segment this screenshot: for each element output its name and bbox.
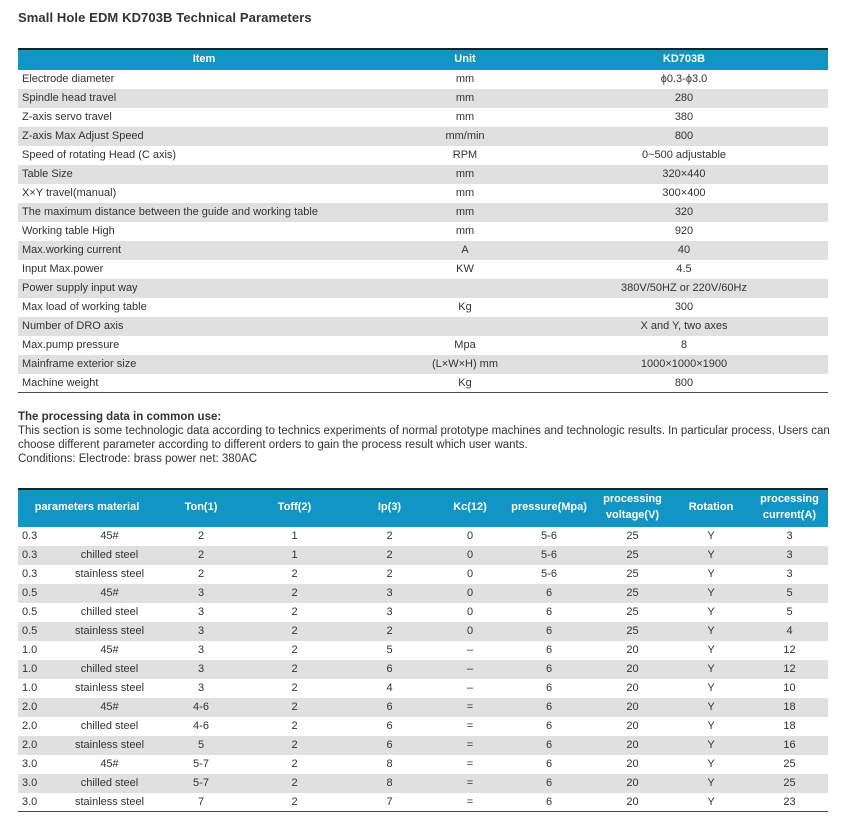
table-cell: Y [671,736,751,755]
table-cell: = [436,736,504,755]
table-cell: Spindle head travel [18,89,390,108]
table-cell: 45# [100,644,119,656]
table-cell: mm [455,111,475,124]
table-cell: 8 [386,758,393,770]
table-cell: 6 [504,622,594,641]
table-cell: 23 [751,793,828,812]
table-cell: 3 [386,606,393,618]
table-cell: mm [455,187,475,200]
table-cell: 6 [343,660,436,679]
table-cell: Max load of working table [22,301,147,314]
table-row [18,298,828,317]
table-cell: 18 [751,698,828,717]
table-cell: – [466,644,474,656]
table-cell: 2 [156,546,246,565]
table-cell: 3 [786,530,793,542]
table-row [18,698,828,717]
table-cell: stainless steel [63,622,156,641]
table-cell: 3 [197,682,205,694]
table-cell: RPM [452,149,478,162]
table-cell: Y [671,793,751,812]
table-cell: 20 [626,720,639,732]
table-cell: 5-6 [541,568,557,580]
table-cell: Machine weight [18,374,390,393]
table-cell: 25 [783,758,796,770]
table-cell: 3 [197,644,205,656]
process-table-body [18,527,828,812]
table-cell: 2 [386,530,393,542]
table-cell: Table Size [18,165,390,184]
table-row [18,184,828,203]
table-cell: 5 [386,644,393,656]
table-row [18,203,828,222]
table-cell: 0 [466,530,474,542]
table-cell: 2 [246,584,343,603]
table-cell: 2 [291,682,298,694]
table-cell: 380 [674,111,694,124]
table-cell: 5 [751,584,828,603]
table-cell: 2 [291,644,298,656]
table-cell: 920 [674,225,694,238]
table-row [18,736,828,755]
table-cell: 1.0 [22,644,38,656]
table-cell: – [436,660,504,679]
process-table [18,488,828,813]
table-cell: Kg [390,374,540,393]
table-cell: mm [455,73,475,86]
table-cell: 25 [594,584,671,603]
table-row [18,241,828,260]
table-cell: 25 [626,606,639,618]
table-cell: 4-6 [156,698,246,717]
table-cell: 2 [291,758,298,770]
table-cell: = [436,793,504,812]
table-cell: Y [707,530,715,542]
process-table-header [18,489,828,527]
table-cell: 6 [504,584,594,603]
table-cell: 8 [343,774,436,793]
table-cell: ϕ0.3-ϕ3.0 [660,73,708,86]
table-cell: 6 [545,758,553,770]
table-cell: = [436,698,504,717]
header-row [18,489,828,527]
table-cell: stainless steel [74,682,145,694]
table-cell: Working table High [22,225,115,238]
table-cell: mm [455,225,475,238]
table-cell: 10 [783,682,796,694]
table-cell: 16 [751,736,828,755]
table-row [18,660,828,679]
table-cell: 6 [545,644,553,656]
table-cell: 3.0 [22,758,38,770]
table-row [18,374,828,393]
table-cell: 320 [540,203,828,222]
table-cell: 3 [786,568,793,580]
table-cell: Y [707,682,715,694]
table-cell: 3 [343,584,436,603]
table-row [18,317,828,336]
table-cell: Y [671,698,751,717]
table-cell: Y [671,774,751,793]
table-cell: Power supply input way [18,279,390,298]
table-cell: 5 [786,606,793,618]
table-cell: Y [707,644,715,656]
table-cell: Y [671,584,751,603]
header-cell-toff: Toff(2) [246,489,343,527]
table-row [18,260,828,279]
table-cell: 12 [751,660,828,679]
spec-table-body [18,70,828,393]
table-cell: X and Y, two axes [540,317,828,336]
table-cell: 0.3 [22,530,38,542]
table-row [18,679,828,698]
table-cell: Speed of rotating Head (C axis) [22,149,177,162]
table-cell: 0.3 [18,546,63,565]
table-cell: Y [671,660,751,679]
table-cell: 12 [783,644,796,656]
table-row [18,622,828,641]
table-cell: 0.3 [22,568,38,580]
table-cell: 320×440 [540,165,828,184]
table-cell: 7 [343,793,436,812]
table-cell: Y [707,720,715,732]
table-cell: Y [707,758,715,770]
table-row [18,603,828,622]
table-cell: chilled steel [63,660,156,679]
table-cell: 0.5 [18,622,63,641]
table-cell: 0 [466,568,474,580]
table-cell: 45# [63,698,156,717]
table-cell: 6 [545,606,553,618]
table-cell: 4-6 [193,720,209,732]
table-cell: = [466,758,474,770]
table-cell: = [436,774,504,793]
table-cell: 6 [504,774,594,793]
table-cell: 280 [540,89,828,108]
table-cell: 2 [246,660,343,679]
table-row [18,565,828,584]
table-cell: 0.5 [22,606,38,618]
header-cell-rotation: Rotation [671,489,751,527]
table-cell: 2 [343,546,436,565]
table-cell: (L×W×H) mm [390,355,540,374]
header-cell-current: processing current(A) [751,489,828,527]
table-row [18,165,828,184]
table-cell: 25 [594,622,671,641]
table-cell: Number of DRO axis [18,317,390,336]
table-cell: 3 [156,584,246,603]
table-cell: 0~500 adjustable [641,149,727,162]
table-cell: Max.working current [18,241,390,260]
table-cell: chilled steel [80,606,139,618]
spec-table-header [18,49,828,70]
table-cell: Mainframe exterior size [18,355,390,374]
table-cell: Z-axis servo travel [22,111,112,124]
table-cell: Y [671,622,751,641]
table-cell: 20 [626,682,639,694]
table-cell: 1 [291,530,298,542]
table-cell: 380V/50HZ or 220V/60Hz [540,279,828,298]
table-cell: stainless steel [74,568,145,580]
table-cell: 3 [156,660,246,679]
table-cell: 6 [545,682,553,694]
table-cell: Y [707,568,715,580]
page-title: Small Hole EDM KD703B Technical Parameters [18,10,312,25]
table-row [18,641,828,660]
table-cell: 2 [246,698,343,717]
table-cell: 5-6 [504,546,594,565]
table-cell: 2 [246,736,343,755]
table-cell: Max.pump pressure [22,339,120,352]
table-cell: 4 [386,682,393,694]
table-cell: 1000×1000×1900 [540,355,828,374]
header-cell-parameters-material: parameters material [18,489,156,527]
table-cell: 2 [291,606,298,618]
table-row [18,584,828,603]
table-row [18,774,828,793]
table-cell [390,317,540,336]
table-cell: mm [390,165,540,184]
table-row [18,755,828,774]
table-row [18,108,828,127]
notes-heading: The processing data in common use: [18,411,222,424]
table-cell: 5-7 [156,774,246,793]
table-cell: stainless steel [63,736,156,755]
header-cell-ip: Ip(3) [343,489,436,527]
table-cell: 18 [783,720,796,732]
header-cell-item: Item [18,49,390,70]
table-cell: 2 [246,793,343,812]
table-cell: X×Y travel(manual) [22,187,117,200]
table-cell: 7 [156,793,246,812]
table-cell: The maximum distance between the guide and working table [18,203,390,222]
table-cell: 20 [594,736,671,755]
header-cell-voltage: processing voltage(V) [594,489,671,527]
table-cell: 1.0 [18,660,63,679]
table-cell: 8 [680,339,688,352]
table-cell: 6 [545,720,553,732]
table-cell: 6 [343,736,436,755]
table-cell: 20 [594,660,671,679]
table-cell: 20 [594,698,671,717]
table-cell: 2.0 [22,720,38,732]
table-row [18,546,828,565]
table-cell: 1.0 [22,682,38,694]
table-cell: 0 [466,606,474,618]
notes-body: This section is some technologic data according to technics experiments of normal prototype machines and technologic results. In particular process, Users can choose different parameter according to different orders to gain the process result which user wants. [18,425,830,452]
table-row [18,355,828,374]
table-cell: 2 [291,568,298,580]
table-cell: 3 [156,622,246,641]
table-cell: 4 [751,622,828,641]
header-row [18,49,828,70]
table-cell: chilled steel [63,774,156,793]
table-cell: chilled steel [80,720,139,732]
header-cell-unit: Unit [390,49,540,70]
table-cell: 2 [246,622,343,641]
header-cell-pressure: pressure(Mpa) [504,489,594,527]
table-cell: 4.5 [676,263,692,276]
table-cell: 5-6 [541,530,557,542]
table-row [18,222,828,241]
table-row [18,717,828,736]
table-cell: 0 [436,622,504,641]
header-cell-kc: Kc(12) [436,489,504,527]
table-cell: 0.5 [18,584,63,603]
notes-conditions: Conditions: Electrode: brass power net: 380AC [18,453,258,466]
table-cell: 45# [100,758,119,770]
table-cell: 6 [504,698,594,717]
table-cell: 800 [540,127,828,146]
table-cell: 20 [594,774,671,793]
table-cell: 20 [626,644,639,656]
table-cell: 40 [540,241,828,260]
spec-table [18,48,828,393]
table-row [18,793,828,812]
table-cell: 20 [594,793,671,812]
table-row [18,336,828,355]
table-cell: 2 [291,720,298,732]
table-cell: – [466,682,474,694]
table-cell: stainless steel [63,793,156,812]
table-cell: 6 [343,698,436,717]
table-cell: 6 [504,736,594,755]
table-cell: 3.0 [18,793,63,812]
table-cell: 6 [504,793,594,812]
table-cell: 2 [197,568,205,580]
table-cell: 6 [504,660,594,679]
table-cell: Electrode diameter [22,73,115,86]
table-cell: 2 [197,530,205,542]
table-cell: Input Max.power [22,263,104,276]
table-cell: 25 [626,568,639,580]
table-row [18,527,828,546]
table-cell: Mpa [454,339,476,352]
table-cell: Y [671,546,751,565]
table-cell: Y [707,606,715,618]
table-row [18,89,828,108]
table-cell: mm/min [390,127,540,146]
table-cell: 25 [626,530,639,542]
table-cell: 2 [343,622,436,641]
table-cell: 6 [386,720,393,732]
table-cell: 2 [386,568,393,580]
table-cell: 25 [594,546,671,565]
table-row [18,146,828,165]
table-cell: = [466,720,474,732]
table-cell: 5-7 [193,758,209,770]
table-cell: mm [390,89,540,108]
table-cell: 300×400 [662,187,706,200]
table-row [18,279,828,298]
table-row [18,127,828,146]
table-cell: mm [390,203,540,222]
table-cell: 20 [626,758,639,770]
notes-section [18,410,830,466]
table-cell: 45# [63,584,156,603]
table-cell: 45# [100,530,119,542]
table-cell: 3 [197,606,205,618]
table-cell: 3.0 [18,774,63,793]
table-cell: 2.0 [18,698,63,717]
table-cell: A [390,241,540,260]
table-cell: 2 [246,774,343,793]
table-cell: 800 [540,374,828,393]
table-cell: 1 [246,546,343,565]
table-cell: 2.0 [18,736,63,755]
table-cell: 5 [156,736,246,755]
table-cell: 0 [436,546,504,565]
table-cell [390,279,540,298]
table-cell: Z-axis Max Adjust Speed [18,127,390,146]
table-cell: 0 [436,584,504,603]
table-cell: 25 [751,774,828,793]
table-row [18,70,828,89]
header-cell-kd703b: KD703B [540,49,828,70]
table-cell: 3 [751,546,828,565]
table-cell: 300 [674,301,694,314]
table-cell: Kg [458,301,472,314]
table-cell: chilled steel [63,546,156,565]
header-cell-ton: Ton(1) [156,489,246,527]
table-cell: KW [456,263,474,276]
